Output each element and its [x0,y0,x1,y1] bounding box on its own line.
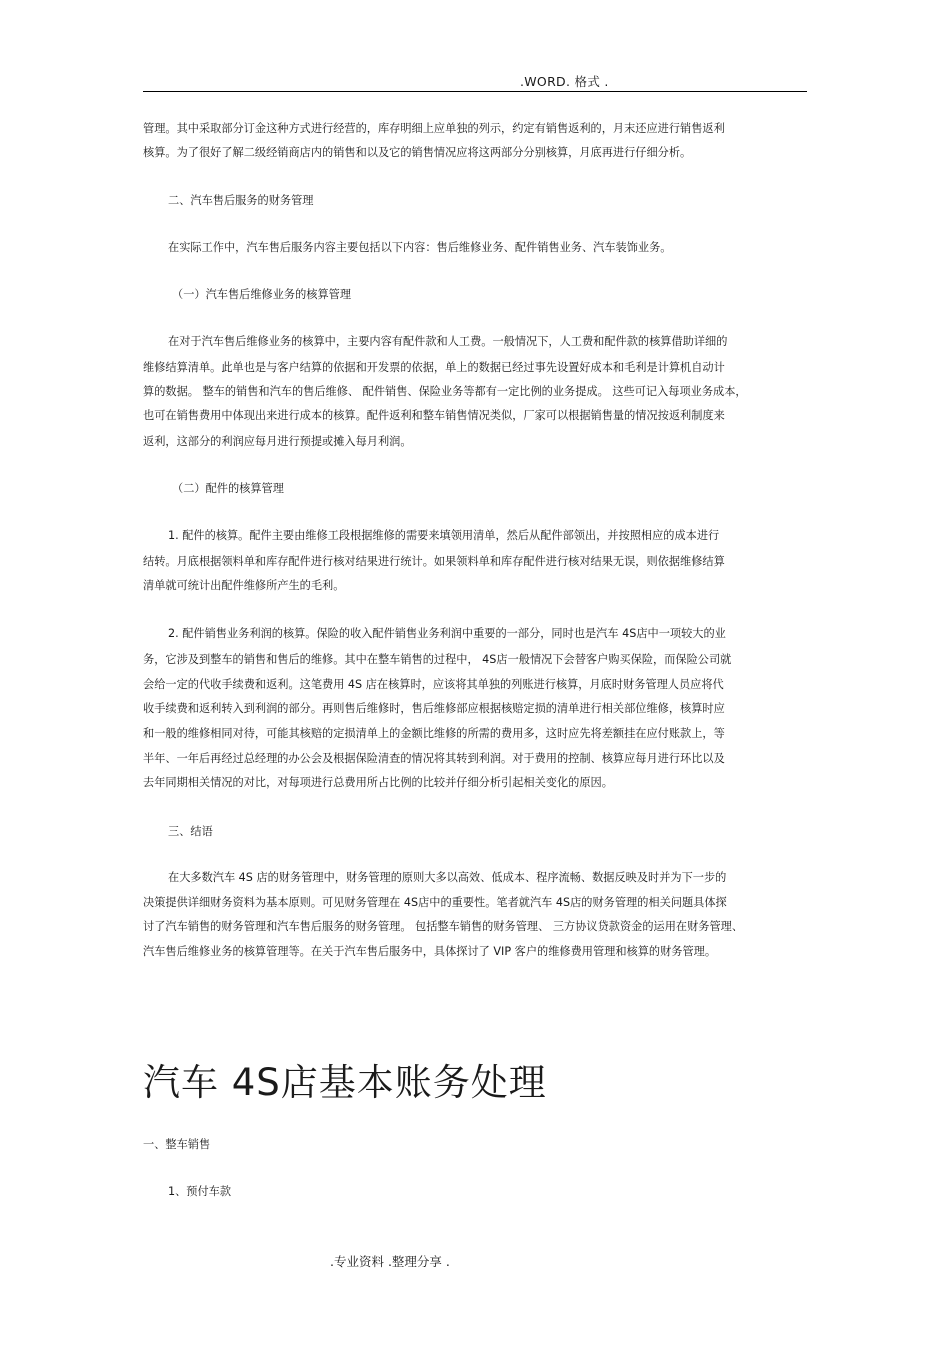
body-line: 维修结算清单。此单也是与客户结算的依据和开发票的依据，单上的数据已经过事先设置好成本和毛利是计算机自动计 [143,361,725,374]
body-line: 决策提供详细财务资料为基本原则。可见财务管理在 4S店中的重要性。笔者就汽车 4S店的财务管理的相关问题具体探 [143,896,727,909]
body-line: 清单就可统计出配件维修所产生的毛利。 [143,579,345,592]
page-footer: .专业资料 .整理分享 . [330,1254,450,1269]
body-line: 和一般的维修相同对待，可能其核赔的定损清单上的金额比维修的所需的费用多，这时应先将差额挂在应付账款上，等 [143,727,725,740]
body-line: 管理。其中采取部分订金这种方式进行经营的，库存明细上应单独的列示，约定有销售返利的，月末还应进行销售返利 [143,122,725,135]
body-line: 会给一定的代收手续费和返利。这笔费用 4S 店在核算时，应该将其单独的列账进行核算，月底时财务管理人员应将代 [143,678,724,691]
header-rule [143,91,807,92]
section-heading: 二、汽车售后服务的财务管理 [168,194,314,207]
body-line: 收手续费和返利转入到利润的部分。再则售后维修时，售后维修部应根据核赔定损的清单进行相关部位维修，核算时应 [143,702,725,715]
heading-2: 1、预付车款 [168,1185,232,1198]
body-line: 核算。为了很好了解二级经销商店内的销售和以及它的销售情况应将这两部分分别核算，月底再进行仔细分析。 [143,146,692,159]
body-line: 返利，这部分的利润应每月进行预提或摊入每月利润。 [143,435,412,448]
body-line: 算的数据。 整车的销售和汽车的售后维修、 配件销售、保险业务等都有一定比例的业务提成。 这些可记入每项业务成本， [143,385,747,398]
body-line: 务，它涉及到整车的销售和售后的维修。其中在整车销售的过程中， 4S店一般情况下会替客户购买保险，而保险公司就 [143,653,732,666]
body-line: 汽车售后维修业务的核算管理等。在关于汽车售后服务中，具体探讨了 VIP 客户的维修费用管理和核算的财务管理。 [143,945,717,958]
section-heading: 三、结语 [168,825,213,838]
body-line: 半年、一年后再经过总经理的办公会及根据保险清查的情况将其转到利润。对于费用的控制、核算应每月进行环比以及 [143,752,725,765]
body-line: 讨了汽车销售的财务管理和汽车售后服务的财务管理。 包括整车销售的财务管理、 三方协议贷款资金的运用在财务管理、 [143,920,744,933]
body-line: 2. 配件销售业务利润的核算。保险的收入配件销售业务利润中重要的一部分，同时也是汽车 4S店中一项较大的业 [168,627,726,640]
body-line: 结转。月底根据领料单和库存配件进行核对结果进行统计。如果领料单和库存配件进行核对结果无误，则依据维修结算 [143,555,725,568]
body-line: 在实际工作中，汽车售后服务内容主要包括以下内容：售后维修业务、配件销售业务、汽车装饰业务。 [168,241,672,254]
body-line: 在对于汽车售后维修业务的核算中，主要内容有配件款和人工费。一般情况下，人工费和配件款的核算借助详细的 [168,335,728,348]
body-line: 在大多数汽车 4S 店的财务管理中，财务管理的原则大多以高效、低成本、程序流畅、数据反映及时并为下一步的 [168,871,727,884]
subsection-heading: （一）汽车售后维修业务的核算管理 [172,288,352,301]
section-title: 汽车 4S店基本账务处理 [143,1061,547,1104]
header-text: .WORD. 格式 . [520,74,609,89]
heading-1: 一、整车销售 [143,1138,211,1151]
body-line: 也可在销售费用中体现出来进行成本的核算。配件返利和整车销售情况类似，厂家可以根据销售量的情况按返利制度来 [143,409,725,422]
subsection-heading: （二）配件的核算管理 [172,482,284,495]
body-line: 去年同期相关情况的对比，对每项进行总费用所占比例的比较并仔细分析引起相关变化的原因。 [143,776,613,789]
body-line: 1. 配件的核算。配件主要由维修工段根据维修的需要来填领用清单，然后从配件部领出，并按照相应的成本进行 [168,529,720,542]
